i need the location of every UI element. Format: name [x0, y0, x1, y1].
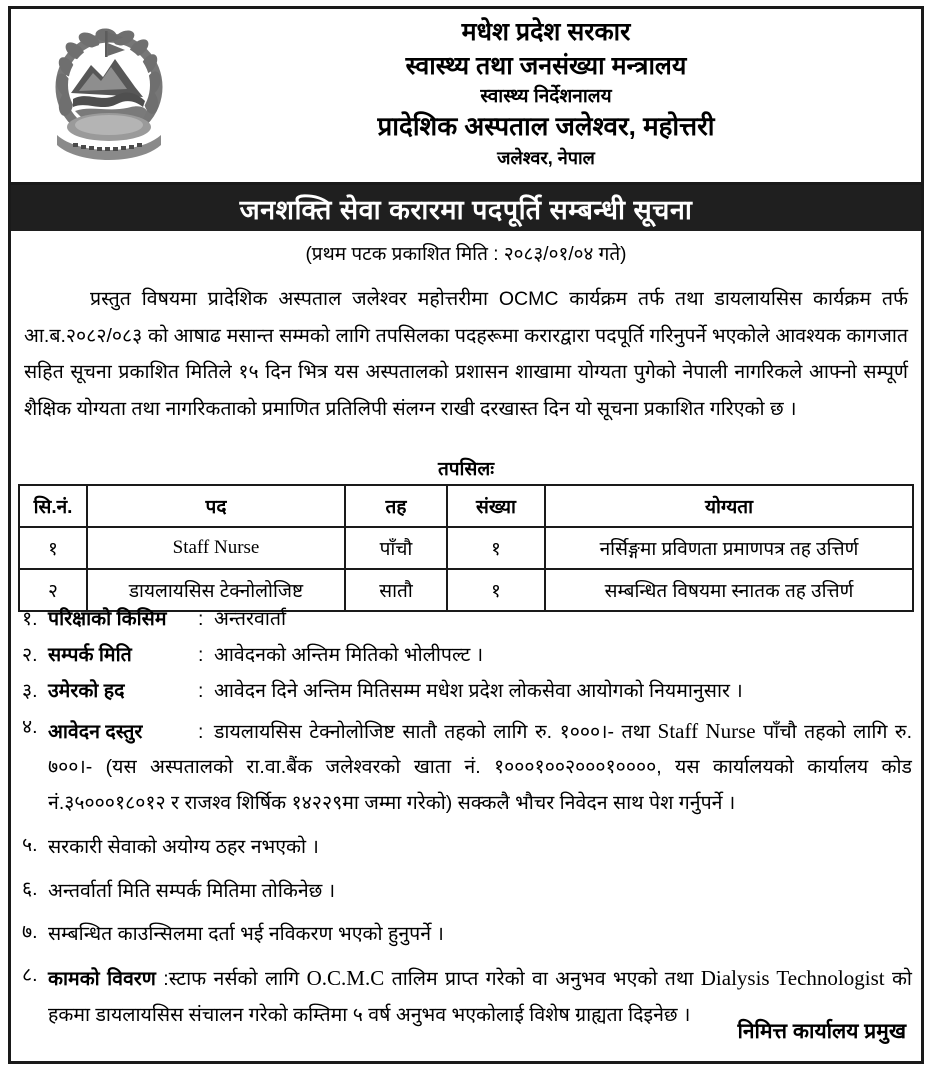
- list-item-number: ८.: [22, 963, 38, 986]
- notice-body-paragraph: प्रस्तुत विषयमा प्रादेशिक अस्पताल जलेश्वर महोत्तरीमा OCMC कार्यक्रम तर्फ तथा डायलायसिस कार्यक्रम तर्फ आ.ब.२०८२/०८३ को आषाढ मसान्त सम्मको लागि तपसिलका पदहरूमा करारद्वारा पदपूर्ति गरिनुपर्ने भएकोले आवश्यक कागजात सहित सूचना प्रकाशित मितिले १५ दिन भित्र यस अस्पतालको प्रशासन शाखामा योग्यता पुगेको नेपाली नागरिकले आफ्नो सम्पूर्ण शैक्षिक योग्यता तथा नागरिकताको प्रमाणित प्रतिलिपी संलग्न राखी दरखास्त दिन यो सूचना प्रकाशित गरिएको छ ।: [24, 288, 908, 420]
- list-item-colon: :: [198, 608, 204, 630]
- list-item-value-latin1: O.C.M.C: [306, 965, 385, 990]
- table-header-row: [19, 485, 913, 527]
- table-row: [19, 527, 913, 569]
- cell-qualification: नर्सिङ्गमा प्रविणता प्रमाणपत्र तह उत्तिर्ण: [545, 527, 913, 569]
- list-item-body: [48, 640, 912, 667]
- header-line-government: मधेश प्रदेश सरकार: [461, 18, 631, 46]
- cell-sn: १: [19, 527, 87, 569]
- list-item-value-latin1: Staff Nurse: [657, 719, 756, 743]
- conditions-list: [22, 604, 912, 1042]
- vacancy-table-wrapper: [18, 484, 914, 612]
- list-item-value: आवेदन दिने अन्तिम मितिसम्म मधेश प्रदेश लोकसेवा आयोगको नियमानुसार ।: [214, 680, 743, 702]
- header-line-hospital: प्रादेशिक अस्पताल जलेश्वर, महोत्तरी: [377, 111, 715, 142]
- list-item: [22, 874, 912, 908]
- cell-post: Staff Nurse: [87, 527, 345, 569]
- list-item-number: ५.: [22, 834, 38, 857]
- nepal-government-emblem-icon: [39, 15, 179, 180]
- list-item-value-latin2: Dialysis Technologist: [700, 965, 885, 990]
- cell-qualification: सम्बन्धित विषयमा स्नातक तह उत्तिर्ण: [545, 569, 913, 611]
- list-item-number: ७.: [22, 920, 38, 943]
- list-item-label: परिक्षाको किसिम: [48, 608, 167, 630]
- header-line-location: जलेश्वर, नेपाल: [497, 147, 595, 168]
- cell-level: सातौ: [345, 569, 447, 611]
- cell-sn: २: [19, 569, 87, 611]
- notice-banner: [11, 185, 921, 231]
- list-item-value-part1: डायलायसिस टेक्नोलोजिष्ट सातौ तहको लागि रु. १०००।- तथा: [214, 721, 658, 743]
- list-item-colon: :: [163, 967, 169, 990]
- publish-date-line: (प्रथम पटक प्रकाशित मिति : २०८३/०१/०४ गते): [305, 244, 627, 265]
- cell-level: पाँचौ: [345, 527, 447, 569]
- list-item-number: ६.: [22, 877, 38, 900]
- table-header-count: संख्या: [447, 485, 545, 527]
- list-item-colon: :: [198, 680, 204, 702]
- header-line-ministry: स्वास्थ्य तथा जनसंख्या मन्त्रालय: [405, 51, 687, 80]
- list-item: [22, 830, 912, 864]
- document-header: [11, 9, 921, 185]
- list-item: [22, 676, 912, 703]
- list-item-number: २.: [22, 644, 38, 666]
- cell-post: डायलायसिस टेक्नोलोजिष्ट: [87, 569, 345, 611]
- list-item-value-part3: को हकमा डायलायसिस संचालन गरेको कम्तिमा ५ वर्ष अनुभव भएकोलाई विशेष ग्राह्यता दिइनेछ ।: [48, 967, 912, 1026]
- list-item-value-part2: पाँचौ तहको लागि रु. ७००।- (यस अस्पतालको रा.वा.बैंक जलेश्वरको खाता नं. १०००१००२०००१००००, यस कार्यालयको कार्यालय कोड नं.३५०००१८०१२ र राजश्व शिर्षिक १४२२९मा जम्मा गरेको) सक्कलै भौचर निवेदन साथ पेश गर्नुपर्ने ।: [48, 721, 912, 814]
- list-item-value-part2: तालिम प्राप्त गरेको वा अनुभव भएको तथा: [384, 967, 701, 990]
- vacancy-table: [18, 484, 914, 612]
- table-header-qualification: योग्यता: [545, 485, 913, 527]
- table-header-level: तह: [345, 485, 447, 527]
- schedule-label: तपसिलः: [437, 459, 495, 480]
- list-item-body: अन्तर्वार्ता मिति सम्पर्क मितिमा तोकिनेछ ।: [48, 879, 336, 902]
- list-item-body: सरकारी सेवाको अयोग्य ठहर नभएको ।: [48, 836, 319, 859]
- table-header-sn: सि.नं.: [19, 485, 87, 527]
- list-item-body: [48, 712, 912, 821]
- list-item: [22, 917, 912, 951]
- list-item-body: [48, 676, 912, 703]
- list-item-colon: :: [198, 644, 204, 666]
- list-item-colon: :: [198, 721, 204, 743]
- list-item-number: १.: [22, 608, 38, 630]
- signatory-title: निमित्त कार्यालय प्रमुख: [737, 1020, 906, 1043]
- list-item: [22, 712, 912, 821]
- list-item-value: अन्तरवार्ता: [214, 608, 287, 630]
- list-item-label: आवेदन दस्तुर: [48, 721, 143, 743]
- list-item-label: सम्पर्क मिति: [48, 644, 132, 666]
- list-item-body: सम्बन्धित काउन्सिलमा दर्ता भई नविकरण भएको हुनुपर्ने ।: [48, 922, 444, 945]
- list-item: [22, 604, 912, 631]
- table-header-post: पद: [87, 485, 345, 527]
- list-item-label: कामको विवरण: [48, 967, 156, 990]
- list-item-number: ३.: [22, 680, 38, 702]
- header-line-directorate: स्वास्थ्य निर्देशनालय: [480, 86, 612, 107]
- list-item-body: [48, 604, 912, 631]
- cell-count: १: [447, 569, 545, 611]
- list-item: [22, 640, 912, 667]
- list-item-value-part1: स्टाफ नर्सको लागि: [168, 967, 307, 990]
- notice-banner-title: जनशक्ति सेवा करारमा पदपूर्ति सम्बन्धी सूचना: [239, 194, 693, 225]
- header-title-block: [186, 13, 906, 170]
- cell-count: १: [447, 527, 545, 569]
- list-item-value: आवेदनको अन्तिम मितिको भोलीपल्ट ।: [214, 644, 484, 666]
- list-item-number: ४.: [22, 716, 38, 738]
- list-item-label: उमेरको हद: [48, 680, 125, 702]
